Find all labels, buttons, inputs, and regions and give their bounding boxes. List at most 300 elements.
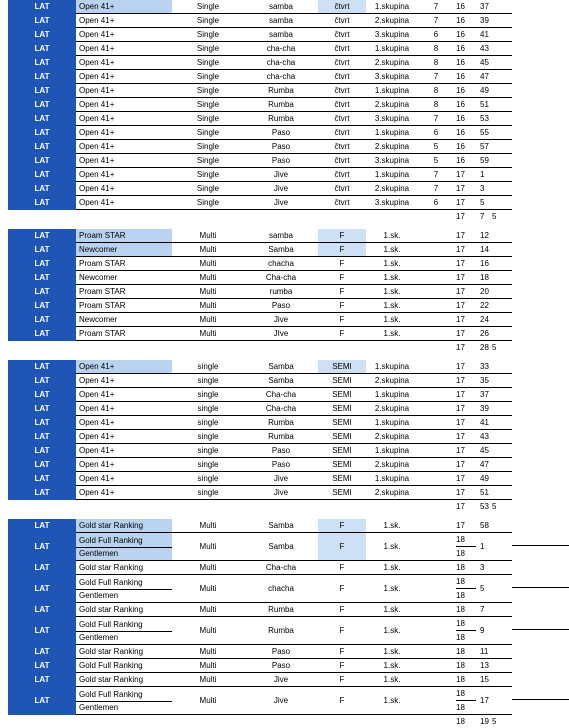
type-cell: Multi	[172, 575, 244, 603]
count-cell: 7	[418, 182, 454, 196]
category-cell	[76, 687, 172, 715]
round-cell: F	[318, 271, 366, 285]
round-cell: čtvrt	[318, 112, 366, 126]
left-margin	[0, 430, 8, 444]
dance-cell: Jive	[244, 196, 318, 210]
left-margin	[0, 603, 8, 617]
style-cell: LAT	[8, 360, 76, 374]
hour-line-2: 18	[456, 547, 476, 560]
minute-cell: 49	[476, 472, 490, 486]
category-line-1: Gold Full Ranking	[76, 688, 172, 702]
style-cell: LAT	[8, 98, 76, 112]
group-cell: 1.sk.	[366, 229, 418, 243]
trail-cell	[512, 168, 569, 182]
left-margin	[0, 374, 8, 388]
round-cell: čtvrt	[318, 154, 366, 168]
table-row	[0, 154, 569, 168]
round-cell: SEMI	[318, 430, 366, 444]
type-cell: Single	[172, 70, 244, 84]
type-cell: single	[172, 430, 244, 444]
category-cell: Proam STAR	[76, 327, 172, 341]
spacer-cell	[490, 603, 512, 617]
dance-cell: Paso	[244, 299, 318, 313]
type-cell: single	[172, 360, 244, 374]
spacer-cell	[490, 140, 512, 154]
category-cell: Open 41+	[76, 182, 172, 196]
minute-cell: 20	[476, 285, 490, 299]
empty-cell	[244, 210, 318, 224]
category-cell: Open 41+	[76, 140, 172, 154]
dance-cell: Paso	[244, 444, 318, 458]
minute-cell: 57	[476, 140, 490, 154]
minute-cell: 53	[476, 112, 490, 126]
category-cell: Newcomer	[76, 313, 172, 327]
round-cell: F	[318, 561, 366, 575]
group-cell: 1.sk.	[366, 561, 418, 575]
round-cell: F	[318, 327, 366, 341]
hour-line-2: 18	[456, 631, 476, 644]
count-cell	[418, 444, 454, 458]
style-cell: LAT	[8, 430, 76, 444]
dance-cell: Cha-cha	[244, 271, 318, 285]
spacer-cell	[490, 374, 512, 388]
round-cell: F	[318, 299, 366, 313]
left-margin	[0, 561, 8, 575]
empty-cell	[8, 715, 76, 728]
category-cell: Open 41+	[76, 416, 172, 430]
type-cell: Single	[172, 14, 244, 28]
style-cell: LAT	[8, 444, 76, 458]
group-cell: 2.skupina	[366, 140, 418, 154]
trail-cell	[512, 659, 569, 673]
table-row	[0, 42, 569, 56]
dance-cell: Paso	[244, 659, 318, 673]
minute-cell: 51	[476, 486, 490, 500]
left-margin	[0, 444, 8, 458]
count-cell: 5	[418, 154, 454, 168]
category-cell: Open 41+	[76, 472, 172, 486]
count-cell	[418, 472, 454, 486]
hour-cell	[454, 687, 476, 715]
trail-cell	[512, 271, 569, 285]
trail-cell	[512, 299, 569, 313]
trail-cell	[512, 617, 569, 645]
category-line-1: Gold Full Ranking	[76, 534, 172, 548]
empty-cell	[318, 500, 366, 514]
spacer-cell	[490, 458, 512, 472]
type-cell: Single	[172, 140, 244, 154]
hour-cell: 17	[454, 299, 476, 313]
dance-cell: samba	[244, 28, 318, 42]
left-margin	[0, 98, 8, 112]
empty-cell	[244, 500, 318, 514]
round-cell: SEMI	[318, 416, 366, 430]
dance-cell: Jive	[244, 182, 318, 196]
summary-hour: 17	[454, 341, 476, 355]
summary-extra: 5	[490, 715, 512, 728]
hour-cell: 16	[454, 112, 476, 126]
minute-cell: 37	[476, 0, 490, 14]
count-cell: 7	[418, 0, 454, 14]
type-cell: single	[172, 486, 244, 500]
table-row	[0, 257, 569, 271]
dance-cell: cha-cha	[244, 56, 318, 70]
trail-cell	[512, 257, 569, 271]
round-cell: čtvrt	[318, 56, 366, 70]
trail-cell	[512, 154, 569, 168]
table-row	[0, 416, 569, 430]
minute-cell: 22	[476, 299, 490, 313]
table-row	[0, 444, 569, 458]
category-cell	[76, 533, 172, 561]
group-cell: 2.skupina	[366, 430, 418, 444]
count-cell: 8	[418, 56, 454, 70]
minute-cell: 26	[476, 327, 490, 341]
minute-cell: 1	[476, 533, 490, 561]
category-cell: Gold star Ranking	[76, 645, 172, 659]
round-cell: SEMI	[318, 374, 366, 388]
empty-cell	[8, 500, 76, 514]
summary-extra: 5	[490, 210, 512, 224]
left-margin	[0, 28, 8, 42]
dance-cell: Samba	[244, 360, 318, 374]
table-row	[0, 299, 569, 313]
type-cell: Single	[172, 126, 244, 140]
minute-cell: 5	[476, 575, 490, 603]
empty-cell	[318, 715, 366, 728]
dance-cell: rumba	[244, 285, 318, 299]
hour-cell	[454, 575, 476, 603]
type-cell: single	[172, 444, 244, 458]
dance-cell: Rumba	[244, 430, 318, 444]
style-cell: LAT	[8, 182, 76, 196]
group-cell: 2.skupina	[366, 56, 418, 70]
table-row	[0, 140, 569, 154]
left-margin	[0, 243, 8, 257]
minute-cell: 58	[476, 519, 490, 533]
count-cell: 8	[418, 42, 454, 56]
count-cell	[418, 257, 454, 271]
style-cell: LAT	[8, 243, 76, 257]
type-cell: Single	[172, 28, 244, 42]
table-row	[0, 659, 569, 673]
trail-cell	[512, 430, 569, 444]
category-cell: Gold star Ranking	[76, 673, 172, 687]
minute-cell: 51	[476, 98, 490, 112]
type-cell: Multi	[172, 673, 244, 687]
spacer-cell	[490, 659, 512, 673]
minute-cell: 16	[476, 257, 490, 271]
minute-cell: 14	[476, 243, 490, 257]
style-cell: LAT	[8, 84, 76, 98]
hour-cell: 16	[454, 42, 476, 56]
count-cell: 6	[418, 196, 454, 210]
minute-cell: 45	[476, 56, 490, 70]
style-cell: LAT	[8, 42, 76, 56]
round-cell: F	[318, 229, 366, 243]
table-row	[0, 458, 569, 472]
type-cell: Multi	[172, 229, 244, 243]
dance-cell: Rumba	[244, 84, 318, 98]
table-row	[0, 472, 569, 486]
table-row	[0, 388, 569, 402]
spacer-cell	[490, 182, 512, 196]
category-cell: Open 41+	[76, 28, 172, 42]
count-cell	[418, 533, 454, 561]
table-row	[0, 271, 569, 285]
table-row	[0, 313, 569, 327]
group-cell: 2.skupina	[366, 98, 418, 112]
minute-cell: 39	[476, 402, 490, 416]
count-cell	[418, 561, 454, 575]
style-cell: LAT	[8, 519, 76, 533]
count-cell	[418, 687, 454, 715]
hour-cell: 17	[454, 182, 476, 196]
trail-cell	[512, 56, 569, 70]
round-cell: F	[318, 313, 366, 327]
minute-cell: 37	[476, 388, 490, 402]
group-cell: 1.sk.	[366, 673, 418, 687]
hour-cell: 17	[454, 360, 476, 374]
left-margin	[0, 645, 8, 659]
spacer-cell	[490, 0, 512, 14]
style-cell: LAT	[8, 271, 76, 285]
hour-cell: 16	[454, 70, 476, 84]
trail-cell	[512, 416, 569, 430]
style-cell: LAT	[8, 140, 76, 154]
category-cell: Open 41+	[76, 154, 172, 168]
summary-hour: 17	[454, 500, 476, 514]
trail-cell	[512, 533, 569, 561]
category-cell: Open 41+	[76, 56, 172, 70]
style-cell: LAT	[8, 659, 76, 673]
hour-line-1: 18	[456, 533, 476, 547]
spacer-cell	[490, 360, 512, 374]
round-cell: čtvrt	[318, 126, 366, 140]
type-cell: Multi	[172, 561, 244, 575]
round-cell: F	[318, 533, 366, 561]
table-row	[0, 285, 569, 299]
spacer-cell	[490, 56, 512, 70]
style-cell: LAT	[8, 126, 76, 140]
count-cell: 6	[418, 126, 454, 140]
category-cell: Open 41+	[76, 168, 172, 182]
trail-cell	[512, 458, 569, 472]
round-cell: čtvrt	[318, 140, 366, 154]
spacer-cell	[490, 313, 512, 327]
dance-cell: samba	[244, 14, 318, 28]
minute-cell: 33	[476, 360, 490, 374]
style-cell: LAT	[8, 472, 76, 486]
hour-cell: 17	[454, 285, 476, 299]
trail-cell	[512, 285, 569, 299]
style-cell: LAT	[8, 299, 76, 313]
group-cell: 1.sk.	[366, 327, 418, 341]
dance-cell: Cha-cha	[244, 388, 318, 402]
category-line-1: Gold Full Ranking	[76, 576, 172, 590]
trail-cell	[512, 196, 569, 210]
table-row	[0, 575, 569, 603]
table-row	[0, 430, 569, 444]
minute-cell: 9	[476, 617, 490, 645]
group-cell: 2.skupina	[366, 458, 418, 472]
group-cell: 1.skupina	[366, 126, 418, 140]
minute-cell: 41	[476, 28, 490, 42]
group-cell: 2.skupina	[366, 374, 418, 388]
count-cell	[418, 313, 454, 327]
empty-cell	[8, 341, 76, 355]
spacer-cell	[490, 645, 512, 659]
group-cell: 1.sk.	[366, 617, 418, 645]
trail-cell	[512, 313, 569, 327]
empty-cell	[76, 715, 172, 728]
group-cell: 3.skupina	[366, 196, 418, 210]
count-cell	[418, 360, 454, 374]
spacer-cell	[490, 154, 512, 168]
summary-hour: 17	[454, 210, 476, 224]
type-cell: Multi	[172, 271, 244, 285]
table-row	[0, 70, 569, 84]
minute-cell: 47	[476, 70, 490, 84]
summary-row	[0, 210, 569, 224]
hour-cell: 18	[454, 673, 476, 687]
type-cell: Multi	[172, 243, 244, 257]
empty-cell	[512, 500, 569, 514]
group-cell: 1.sk.	[366, 257, 418, 271]
hour-cell: 17	[454, 486, 476, 500]
left-margin	[0, 182, 8, 196]
category-cell: Newcomer	[76, 271, 172, 285]
table-row	[0, 0, 569, 14]
dance-cell: JIve	[244, 327, 318, 341]
table-row	[0, 84, 569, 98]
category-cell: Open 41+	[76, 42, 172, 56]
spacer-cell	[490, 561, 512, 575]
table-row	[0, 229, 569, 243]
dance-cell: chacha	[244, 257, 318, 271]
style-cell: LAT	[8, 575, 76, 603]
round-cell: F	[318, 673, 366, 687]
empty-cell	[76, 500, 172, 514]
left-margin	[0, 659, 8, 673]
trail-cell	[512, 561, 569, 575]
category-cell: Proam STAR	[76, 229, 172, 243]
type-cell: Multi	[172, 519, 244, 533]
style-cell: LAT	[8, 673, 76, 687]
round-cell: SEMI	[318, 402, 366, 416]
minute-cell: 15	[476, 673, 490, 687]
type-cell: Single	[172, 196, 244, 210]
round-cell: F	[318, 645, 366, 659]
dance-cell: Samba	[244, 374, 318, 388]
empty-cell	[76, 210, 172, 224]
left-margin	[0, 257, 8, 271]
table-row	[0, 687, 569, 715]
hour-cell: 17	[454, 229, 476, 243]
spacer-cell	[490, 617, 512, 645]
minute-cell: 3	[476, 182, 490, 196]
left-margin	[0, 687, 8, 715]
spacer-cell	[490, 98, 512, 112]
minute-cell: 59	[476, 154, 490, 168]
left-margin	[0, 472, 8, 486]
hour-cell: 16	[454, 84, 476, 98]
group-cell: 1.sk.	[366, 271, 418, 285]
style-cell: LAT	[8, 486, 76, 500]
hour-cell: 16	[454, 14, 476, 28]
count-cell	[418, 603, 454, 617]
style-cell: LAT	[8, 112, 76, 126]
trail-cell	[512, 126, 569, 140]
trail-cell	[512, 687, 569, 715]
summary-row	[0, 715, 569, 728]
trail-cell	[512, 0, 569, 14]
group-cell: 1.sk.	[366, 687, 418, 715]
count-cell	[418, 285, 454, 299]
empty-cell	[172, 341, 244, 355]
table-row	[0, 98, 569, 112]
round-cell: SEMI	[318, 360, 366, 374]
spacer-cell	[490, 112, 512, 126]
style-cell: LAT	[8, 416, 76, 430]
table-row	[0, 374, 569, 388]
hour-cell: 17	[454, 327, 476, 341]
category-cell: Proam STAR	[76, 257, 172, 271]
type-cell: Single	[172, 42, 244, 56]
hour-cell: 16	[454, 98, 476, 112]
spacer-cell	[490, 70, 512, 84]
round-cell: F	[318, 243, 366, 257]
left-margin	[0, 0, 8, 14]
count-cell: 7	[418, 14, 454, 28]
trail-cell	[512, 519, 569, 533]
type-cell: single	[172, 374, 244, 388]
hour-cell: 17	[454, 243, 476, 257]
type-cell: Multi	[172, 257, 244, 271]
table-row	[0, 327, 569, 341]
spacer-cell	[490, 271, 512, 285]
trail-cell	[512, 327, 569, 341]
minute-cell: 13	[476, 659, 490, 673]
empty-cell	[172, 500, 244, 514]
spacer-cell	[490, 42, 512, 56]
hour-cell: 17	[454, 313, 476, 327]
empty-cell	[318, 210, 366, 224]
category-cell	[76, 575, 172, 603]
spacer-cell	[490, 285, 512, 299]
type-cell: single	[172, 402, 244, 416]
left-margin	[0, 486, 8, 500]
minute-cell: 7	[476, 603, 490, 617]
trail-cell	[512, 472, 569, 486]
style-cell: LAT	[8, 285, 76, 299]
minute-cell: 35	[476, 374, 490, 388]
style-cell: LAT	[8, 168, 76, 182]
style-cell: LAT	[8, 0, 76, 14]
round-cell: čtvrt	[318, 28, 366, 42]
minute-cell: 18	[476, 271, 490, 285]
left-margin	[0, 327, 8, 341]
count-cell	[418, 673, 454, 687]
hour-cell: 17	[454, 257, 476, 271]
hour-cell: 16	[454, 56, 476, 70]
empty-cell	[366, 341, 418, 355]
hour-cell: 17	[454, 430, 476, 444]
left-margin	[0, 271, 8, 285]
round-cell: čtvrt	[318, 42, 366, 56]
empty-cell	[0, 500, 8, 514]
round-cell: F	[318, 603, 366, 617]
